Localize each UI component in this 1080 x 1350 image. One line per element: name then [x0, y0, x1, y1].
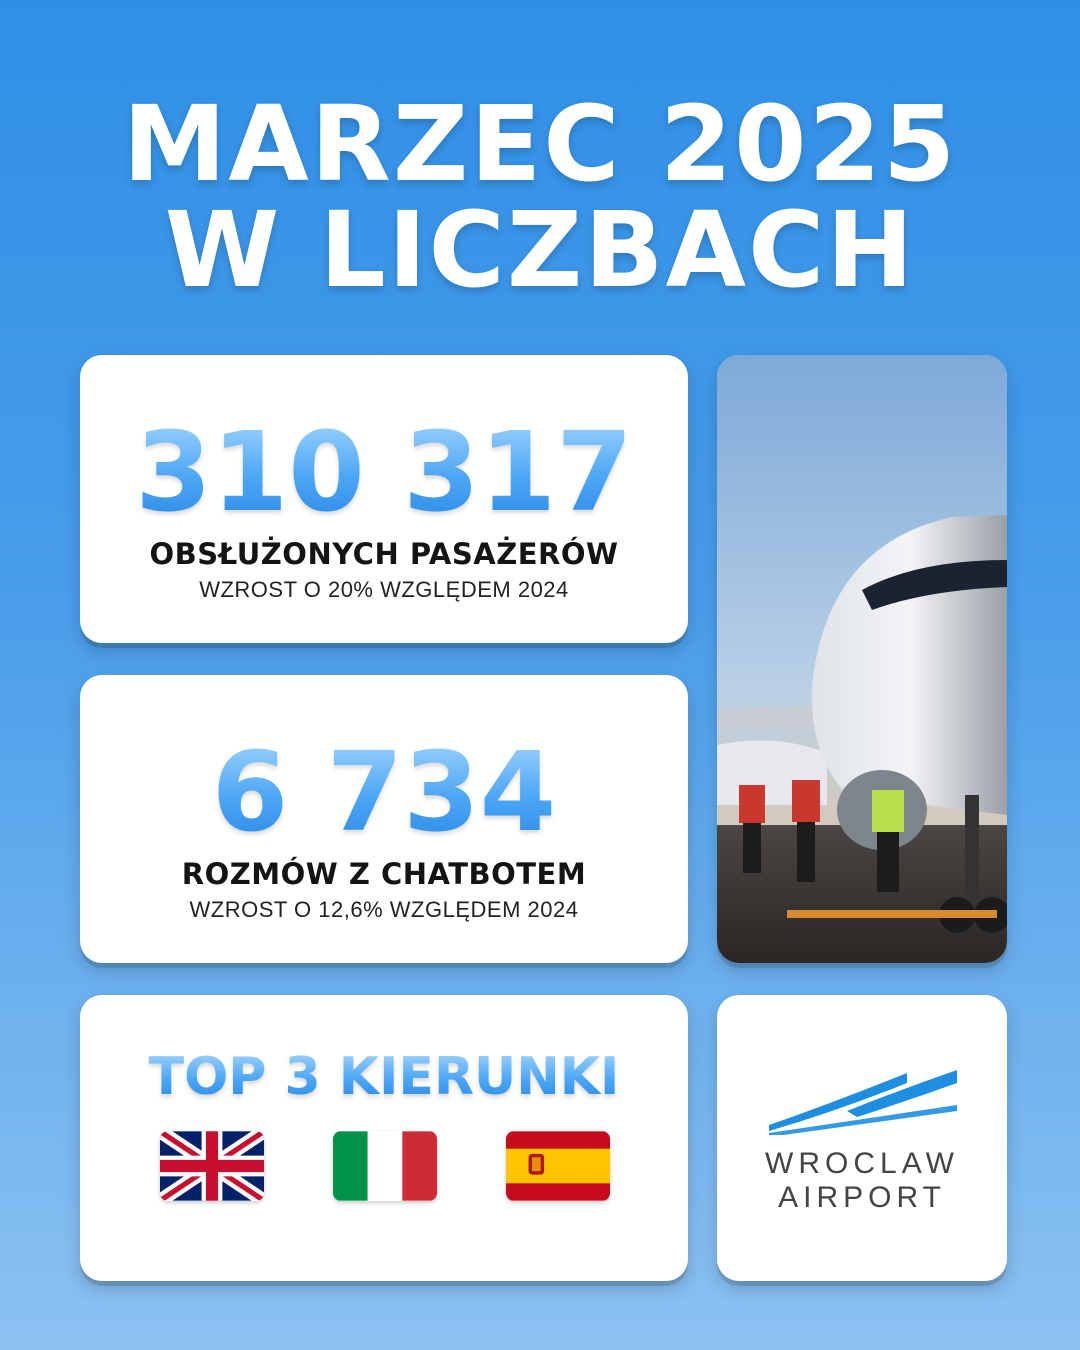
passengers-label: OBSŁUŻONYCH PASAŻERÓW	[149, 537, 619, 571]
passengers-stat-card	[80, 355, 688, 643]
united-kingdom-flag-icon	[160, 1131, 264, 1201]
wroclaw-airport-logo-card	[717, 995, 1007, 1281]
chatbot-stat-card	[80, 675, 688, 963]
top-destinations-title: TOP 3 KIERUNKI	[80, 1051, 688, 1103]
airplane-photo	[717, 355, 1007, 963]
airplane-photo-illustration	[717, 355, 1007, 963]
chatbot-growth: WZROST O 12,6% WZGLĘDEM 2024	[189, 897, 579, 922]
page-title-line2: W LICZBACH	[164, 189, 916, 311]
chatbot-value: 6 734	[80, 737, 688, 847]
passengers-growth: WZROST O 20% WZGLĘDEM 2024	[199, 577, 569, 602]
airport-logo-icon	[767, 1065, 957, 1135]
logo-text-line2: AIRPORT	[778, 1181, 946, 1214]
chatbot-label: ROZMÓW Z CHATBOTEM	[181, 857, 587, 891]
top-destinations-card	[80, 995, 688, 1281]
passengers-value: 310 317	[80, 417, 688, 527]
spain-flag-icon	[506, 1131, 610, 1201]
page-title-line1: MARZEC 2025	[122, 83, 958, 205]
italy-flag-icon	[333, 1131, 437, 1201]
logo-text-line1: WROCLAW	[765, 1147, 959, 1180]
